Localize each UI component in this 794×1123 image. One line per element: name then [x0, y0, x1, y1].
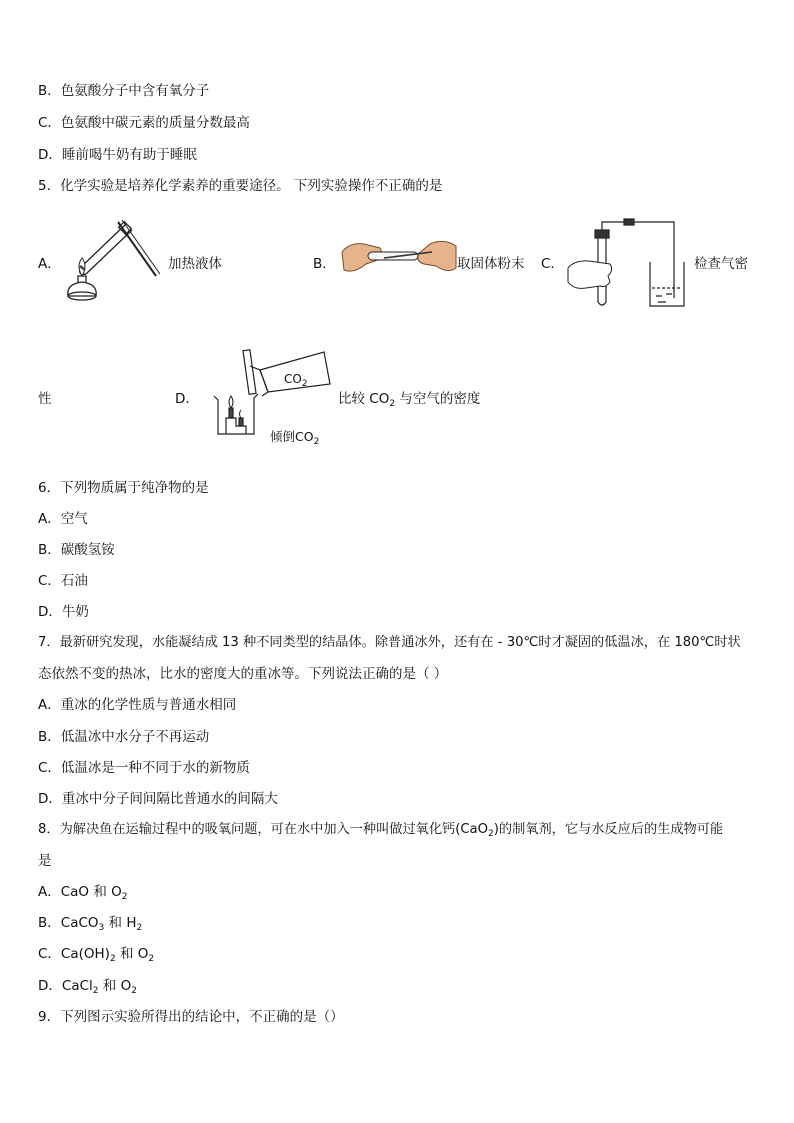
q7-option-c: C．低温冰是一种不同于水的新物质: [38, 760, 250, 776]
q8-option-d: D．CaCl$_2$ 和 $O_2$: [38, 978, 137, 996]
q5-a-letter: A．: [38, 256, 61, 272]
q8-stem-line1: 8．为解决鱼在运输过程中的吸氧问题，可在水中加入一种叫做过氧化钙(CaO$_2$)的制氧剂，它与水反应后的生成物可能: [38, 822, 724, 839]
q6-option-d: D．牛奶: [38, 604, 89, 620]
q6-option-a: A．空气: [38, 511, 88, 527]
q7-option-a: A．重冰的化学性质与普通水相同: [38, 697, 237, 713]
q9-stem: 9．下列图示实验所得出的结论中，不正确的是（）: [38, 1009, 344, 1025]
q5-d-pour-label: 倾倒$CO_2$: [270, 429, 320, 447]
q5-d-bottle-label: $CO_2$: [284, 372, 308, 389]
q7-stem-line2: 态依然不变的热冰，比水的密度大的重冰等。下列说法正确的是（ ）: [38, 666, 448, 682]
pour-co2-illustration: [210, 348, 330, 436]
q5-d-letter: D．: [175, 391, 199, 407]
q8-option-a: A．CaO 和 $O_2$: [38, 884, 128, 902]
q8-option-b: B．CaCO$_3$ 和 $H_2$: [38, 915, 143, 933]
q6-option-b: B．碳酸氢铵: [38, 542, 115, 558]
q7-stem-line1: 7．最新研究发现，水能凝结成 13 种不同类型的结晶体。除普通冰外，还有在 - 30℃时才凝固的低温冰，在 180℃时状: [38, 635, 741, 650]
q7-option-d: D．重冰中分子间间隔比普通水的间隔大: [38, 791, 278, 807]
q4-option-d: D．睡前喝牛奶有助于睡眠: [38, 147, 197, 163]
q5-a-caption: 加热液体: [168, 256, 222, 272]
q5-c-letter: C．: [541, 256, 564, 272]
q7-option-b: B．低温冰中水分子不再运动: [38, 729, 210, 745]
solid-powder-illustration: [340, 234, 458, 280]
q8-stem-line2: 是: [38, 853, 52, 869]
q4-option-b: B．色氨酸分子中含有氧分子: [38, 83, 210, 99]
q5-d-caption: 比较 $CO_2$ 与空气的密度: [338, 391, 481, 409]
q5-c-caption: 检查气密: [694, 256, 748, 272]
q6-option-c: C．石油: [38, 573, 88, 589]
q5-c-caption-cont: 性: [38, 391, 52, 407]
q5-stem: 5．化学实验是培养化学素养的重要途径。 下列实验操作不正确的是: [38, 178, 443, 194]
airtightness-check-illustration: [566, 218, 694, 310]
q5-b-caption: 取固体粉末: [457, 256, 525, 272]
heating-liquid-illustration: [60, 210, 170, 310]
q5-b-letter: B．: [313, 256, 336, 272]
q6-stem: 6．下列物质属于纯净物的是: [38, 480, 209, 496]
q4-option-c: C．色氨酸中碳元素的质量分数最高: [38, 115, 250, 131]
q8-option-c: C．$Ca(OH)_2$ 和 $O_2$: [38, 946, 155, 964]
